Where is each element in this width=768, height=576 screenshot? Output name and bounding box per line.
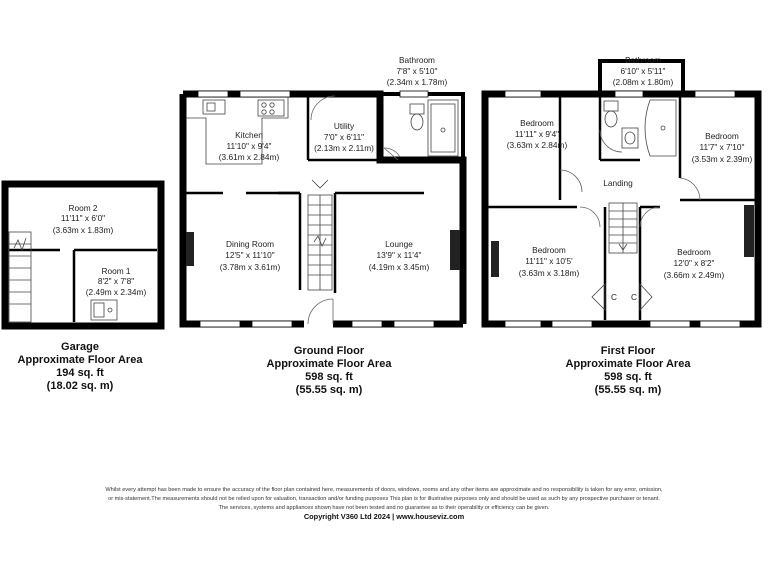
room1-metric: (2.49m x 2.34m) <box>85 287 147 297</box>
garage-area-imperial: 194 sq. ft <box>56 367 104 379</box>
garage-area-metric: (18.02 sq. m) <box>46 380 114 392</box>
kitchen-imperial: 11'10" x 9'4" <box>226 141 272 151</box>
dining-metric: (3.78m x 3.61m) <box>219 262 281 272</box>
ff-bathroom-metric: (2.08m x 1.80m) <box>612 77 674 87</box>
ground-area-imperial: 598 sq. ft <box>305 371 353 383</box>
first-subtitle: Approximate Floor Area <box>565 358 691 370</box>
garage-title: Garage <box>61 341 99 353</box>
bedroom-tl-metric: (3.63m x 2.84m) <box>506 140 568 150</box>
kitchen-metric: (3.61m x 2.84m) <box>218 152 280 162</box>
ground-area-metric: (55.55 sq. m) <box>295 384 363 396</box>
cupboard-right-label: C <box>631 292 637 302</box>
lounge-name: Lounge <box>385 239 413 249</box>
disclaimer-line-2: or mis-statement.The measurements should not be relied upon for valuation, transaction and/or funding purposes This plan is for illustrative purposes only and should be used as such by any prospective purchaser or tenant. <box>108 496 660 502</box>
ground-stair <box>308 180 332 290</box>
room2-name: Room 2 <box>68 203 98 213</box>
dining-fireplace <box>186 232 194 266</box>
garage-caption <box>0 341 160 393</box>
lounge-imperial: 13'9" x 11'4" <box>376 250 422 260</box>
ground-floor-plan <box>183 91 463 327</box>
ground-title: Ground Floor <box>293 345 365 357</box>
room2-imperial: 11'11" x 6'0" <box>60 213 106 223</box>
room2-metric: (3.63m x 1.83m) <box>52 225 114 235</box>
utility-name: Utility <box>333 121 355 131</box>
first-area-metric: (55.55 sq. m) <box>594 384 662 396</box>
bedroom-tl-imperial: 11'11" x 9'4" <box>514 129 560 139</box>
ground-bathroom-fixtures <box>410 100 458 156</box>
gf-bathroom-metric: (2.34m x 1.78m) <box>386 77 448 87</box>
room1-imperial: 8'2" x 7'8" <box>97 276 135 286</box>
kitchen-name: Kitchen <box>235 130 263 140</box>
dining-name: Dining Room <box>226 239 274 249</box>
bedroom-br-imperial: 12'0" x 8'2" <box>673 258 715 268</box>
lounge-fireplace <box>450 230 460 270</box>
lounge-metric: (4.19m x 3.45m) <box>368 262 430 272</box>
ground-windows <box>198 91 434 327</box>
utility-imperial: 7'0" x 6'11" <box>323 132 365 142</box>
garage-stair <box>9 232 31 322</box>
bedroom-tl-name: Bedroom <box>520 118 554 128</box>
garage-sink <box>91 300 117 320</box>
utility-metric: (2.13m x 2.11m) <box>314 143 374 153</box>
first-bathroom-fixtures <box>604 100 676 156</box>
room1-name: Room 1 <box>101 266 131 276</box>
disclaimer-line-1: Whilst every attempt has been made to ensure the accuracy of the floor plan contained here, measurements of doors, windows, rooms and any other items are approximate and no responsibility is taken for any error, omission, <box>105 487 663 493</box>
disclaimer-line-3: The services, systems and appliances shown have not been tested and no guarantee as to their operability or efficiency can be given. <box>218 505 550 511</box>
cupboard-left-label: C <box>611 292 617 302</box>
first-caption <box>543 345 713 397</box>
first-title: First Floor <box>600 345 656 357</box>
bedroom-br-metric: (3.66m x 2.49m) <box>663 270 725 280</box>
first-floor-plan <box>485 61 758 327</box>
copyright: Copyright V360 Ltd 2024 | www.houseviz.com <box>303 512 465 521</box>
gf-bathroom-name: Bathroom <box>399 55 435 65</box>
first-stair <box>609 203 637 253</box>
bedroom-bl-imperial: 11'11" x 10'5' <box>525 256 573 266</box>
first-area-imperial: 598 sq. ft <box>604 371 652 383</box>
disclaimer <box>20 486 748 513</box>
bedroom-tr-name: Bedroom <box>705 131 739 141</box>
bedroom-br-fireplace <box>744 205 754 257</box>
dining-imperial: 12'5" x 11'10" <box>225 250 275 260</box>
ground-subtitle: Approximate Floor Area <box>266 358 392 370</box>
garage-subtitle: Approximate Floor Area <box>17 354 143 366</box>
bedroom-bl-name: Bedroom <box>532 245 566 255</box>
bedroom-br-name: Bedroom <box>677 247 711 257</box>
gf-bathroom-imperial: 7'8" x 5'10" <box>396 66 438 76</box>
ground-caption <box>244 345 414 397</box>
bedroom-bl-fireplace <box>491 241 499 277</box>
bedroom-tr-imperial: 11'7" x 7'10" <box>699 142 745 152</box>
ff-bathroom-name: Bathroom <box>625 55 661 65</box>
landing-name: Landing <box>603 178 633 188</box>
bedroom-tr-metric: (3.53m x 2.39m) <box>691 154 753 164</box>
ff-bathroom-imperial: 6'10" x 5'11" <box>620 66 666 76</box>
bedroom-bl-metric: (3.63m x 3.18m) <box>518 268 580 278</box>
